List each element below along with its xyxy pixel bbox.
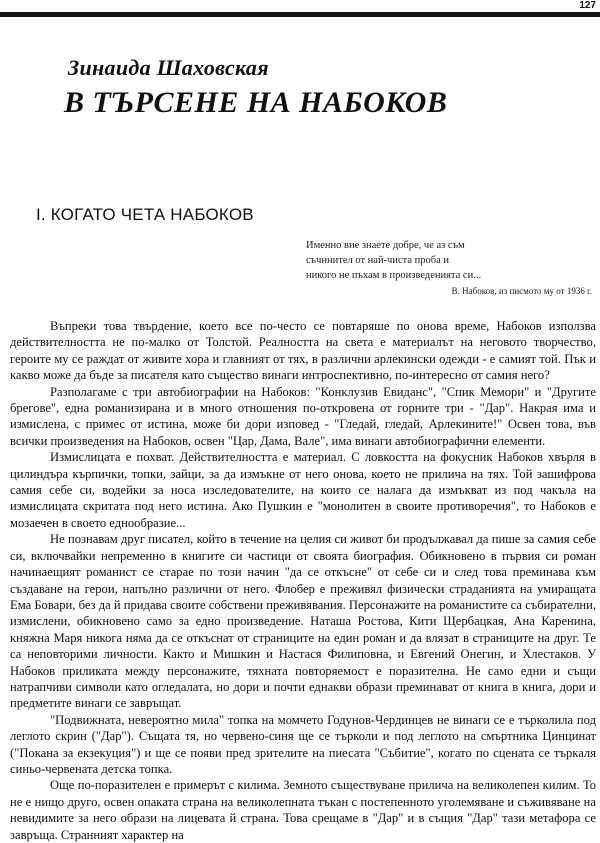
header-rule xyxy=(0,12,600,17)
epigraph-line: Именно вие знаете добре, че аз съм xyxy=(306,240,465,251)
paragraph: Измислицата е похват. Действителността е материал. С ловкостта на фокусник Набоков хвърля в цилиндъра кърпички, топки, зайци, за да измъкне от него онова, което не прилича на тях. Той зашифрова самия себе си, водейки за носа изследователите, на които се налага да измъкват из под чакъла на измислицата скритата под него истина. Ако Пушкин е "монолитен в своите противоречия", то Набоков е мозаечен в своето еднообразие... xyxy=(10,450,596,530)
paragraph: "Подвижната, невероятно мила" топка на момчето Годунов-Чердинцев не винаги се е търколила под леглото скрин ("Дар"). Същата тя, но червено-синя ще се търколи и под леглото на смъртника Цинцинат ("Покана за екзекуция") и ще се появи пред зрителите на пиесата "Събитие", когато по сцената се търкаля синьо-червената детска топка. xyxy=(10,712,596,776)
section-heading: I. КОГАТО ЧЕТА НАБОКОВ xyxy=(36,205,254,224)
paragraph: Не познавам друг писател, който в течение на целия си живот би продължавал да пише за самия себе си, включвайки непременно в книгите си частици от своята биография. Обикновено в първия си роман начинаещият романист се старае по този начин "да се откъсне" от себе си и след това преминава към създаване на герои, напълно различни от него. Флобер е преживял физически страданията на умиращата Ема Бовари, без да й придава своите собствени преживявания. Персонажите на романистите са събирателни, измислени, обикновено само за едно произведение. Наташа Ростова, Кити Щербацкая, Ана Каренина, княжна Маря никога няма да се откъснат от страниците на един роман и да влязат в страниците на друг. Те са неповторими личности. Както и Мишкин и Настася Филиповна, и Евгений Онегин, и Хлестаков. У Набоков приликата между персонажите, тяхната повторяемост е поразителна. Не само едни и същи натрапчиви символи като огледалата, но дори и почти еднакви образи преминават от книга в книга, дори и предметите винаги се завръщат. xyxy=(10,532,596,711)
article-title: В ТЪРСЕНЕ НА НАБОКОВ xyxy=(64,86,448,119)
paragraph: Разполагаме с три автобиографии на Набоков: "Конклузив Евиданс", "Спик Мемори" и "Другите брегове", една романизирана и в много отношения по-откровена от горните три - "Дар". Накрая има и измислена, с примес от истина, може би дори изповед - "Гледай, гледай, Арлекините!" Освен това, във всички произведения на Набоков, освен "Цар, Дама, Вале", има винаги автобиографични елементи. xyxy=(10,384,596,448)
epigraph-line: никого не пъхам в произведенията си... xyxy=(306,270,482,281)
page-number: 127 xyxy=(579,0,596,11)
epigraph-line: съчинител от най-чиста проба и xyxy=(306,255,449,266)
author-name: Зинаида Шаховская xyxy=(68,55,269,80)
paragraph: Още по-поразителен е примерът с килима. Земното съществуване прилича на великолепен килим. То не е нищо друго, освен опаката страна на великолепната тъкан с постепенното уголемяване и съживяване на невидимите за него образи на лицевата й страна. Това срещаме в "Дар" и в същия "Дар" тази метафора се завръща. Странният характер на xyxy=(10,778,596,842)
epigraph xyxy=(306,238,596,299)
paragraph: Въпреки това твърдение, което все по-често се повтаряше по онова време, Набоков използва действителността не по-малко от Толстой. Реалността на света е материалът на неговото творчество, героите му се раждат от живите хора и главният от тях, в различни арлекински одежди - е самият той. Пък и какво може да бъде за писателя като същество винаги интроспективно, по-интересно от самия него? xyxy=(10,319,596,383)
body-text xyxy=(10,318,596,843)
epigraph-attribution: В. Набоков, из писмото му от 1936 г. xyxy=(451,286,592,296)
